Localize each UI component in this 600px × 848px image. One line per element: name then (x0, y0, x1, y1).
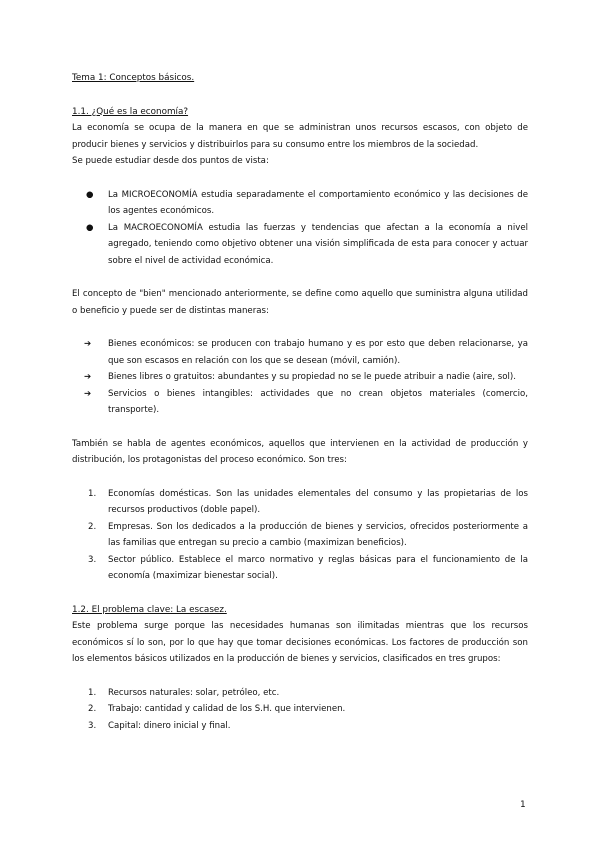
list-item (72, 336, 528, 369)
list-item (72, 552, 528, 585)
bullet-icon: ● (86, 222, 94, 233)
section-1-intro-2: Se puede estudiar desde dos puntos de vista: (72, 156, 269, 166)
list-item (72, 519, 528, 552)
section-2-intro: Este problema surge porque las necesidades humanas son ilimitadas mientras que los recursos económicos sí lo son, por lo que hay que tomar decisiones económicas. Los factores de producción son los elementos básicos utilizados en la producción de bienes y servicios, clasificados en tres grupos: (72, 621, 528, 664)
list-item-text: La MACROECONOMÍA estudia las fuerzas y tendencias que afectan a la economía a nivel agregado, teniendo como objetivo obtener una visión simplificada de esta para conocer y actuar sobre el nivel de actividad económica. (108, 222, 528, 266)
list-number: 2. (88, 704, 97, 714)
page-number: 1 (520, 800, 526, 810)
list-item (72, 220, 528, 270)
list-item-text: Trabajo: cantidad y calidad de los S.H. que intervienen. (108, 704, 346, 714)
section-1-intro: La economía se ocupa de la manera en que se administran unos recursos escasos, con objeto de producir bienes y servicios y distribuirlos para su consumo entre los miembros de la sociedad. (72, 123, 528, 150)
arrow-right-icon: ➔ (84, 372, 92, 382)
section-1-heading: 1.1. ¿Qué es la economía? (72, 106, 189, 117)
list-item (72, 369, 528, 386)
list-number: 1. (88, 687, 97, 698)
list-item-text: Empresas. Son los dedicados a la producción de bienes y servicios, ofrecidos posteriormente a las familias que entregan su precio a cambio (maximizan beneficios). (108, 521, 528, 548)
list-item-text: Sector público. Establece el marco normativo y reglas básicas para el funcionamiento de la economía (maximizar bienestar social). (108, 554, 528, 581)
agents-intro: También se habla de agentes económicos, aquellos que intervienen en la actividad de producción y distribución, los protagonistas del proceso económico. Son tres: (72, 438, 528, 465)
document-title: Tema 1: Conceptos básicos. (72, 73, 195, 83)
goods-types-list (72, 336, 528, 419)
bien-definition: El concepto de "bien" mencionado anteriormente, se define como aquello que suministra alguna utilidad o beneficio y puede ser de distintas maneras: (72, 289, 528, 316)
economic-agents-list (72, 486, 528, 585)
arrow-right-icon: ➔ (84, 339, 92, 349)
list-item-text: Capital: dinero inicial y final. (108, 720, 231, 731)
list-item-text: Economías domésticas. Son las unidades elementales del consumo y las propietarias de los recursos productivos (doble papel). (108, 488, 528, 515)
list-item (72, 486, 528, 519)
list-number: 2. (88, 521, 97, 532)
section-2-heading: 1.2. El problema clave: La escasez. (72, 604, 227, 615)
production-factors-list (72, 685, 528, 735)
list-number: 1. (88, 488, 97, 499)
list-item (72, 701, 528, 718)
document-page (72, 70, 528, 734)
list-item-text: Servicios o bienes intangibles: actividades que no crean objetos materiales (comercio, transporte). (108, 388, 528, 415)
bullet-icon: ● (86, 189, 94, 200)
list-number: 3. (88, 720, 97, 731)
economy-viewpoints-list (72, 187, 528, 270)
list-item-text: Bienes libres o gratuitos: abundantes y su propiedad no se le puede atribuir a nadie (aire, sol). (108, 372, 516, 382)
list-item-text: Bienes económicos: se producen con trabajo humano y es por esto que deben relacionarse, ya que son escasos en relación con los que se desean (móvil, camión). (108, 339, 528, 366)
list-item-text: La MICROECONOMÍA estudia separadamente el comportamiento económico y las decisiones de los agentes económicos. (108, 189, 528, 216)
list-item-text: Recursos naturales: solar, petróleo, etc. (108, 687, 280, 698)
arrow-right-icon: ➔ (84, 388, 92, 399)
list-number: 3. (88, 554, 97, 565)
list-item (72, 187, 528, 220)
list-item (72, 685, 528, 702)
list-item (72, 718, 528, 735)
list-item (72, 386, 528, 419)
